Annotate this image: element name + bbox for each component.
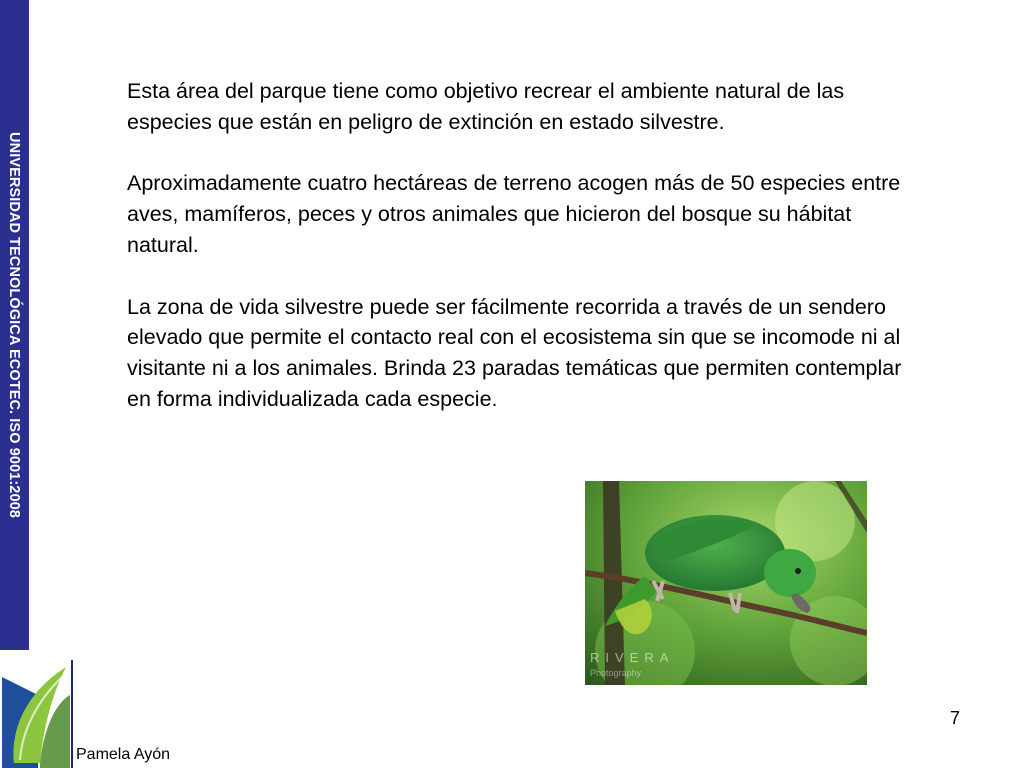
author-name: Pamela Ayón — [76, 746, 170, 763]
paragraph-objective: Esta área del parque tiene como objetivo recrear el ambiente natural de las especies que están en peligro de extinción en estado silvestre. — [127, 79, 845, 134]
page-number: 7 — [950, 708, 961, 728]
slide-body — [127, 76, 927, 445]
university-logo-icon — [0, 655, 72, 768]
paragraph-trail: La zona de vida silvestre puede ser fácilmente recorrida a través de un sendero elevado que permite el contacto real con el ecosistema sin que se incomode ni al visitante ni a los animales. Brinda 23 paradas temáticas que permiten contemplar en forma individualizada cada especie. — [127, 294, 902, 411]
logo-divider — [71, 660, 73, 768]
photo-watermark-sub: Photography — [590, 668, 642, 678]
sidebar-band — [0, 0, 29, 650]
paragraph-area: Aproximadamente cuatro hectáreas de terreno acogen más de 50 especies entre aves, mamíferos, peces y otros animales que hicieron del bosque su hábitat natural. — [127, 171, 901, 257]
photo-watermark: RIVERA — [590, 650, 675, 665]
university-vertical-text: UNIVERSIDAD TECNOLÓGICA ECOTEC. ISO 9001:2008 — [6, 132, 22, 518]
